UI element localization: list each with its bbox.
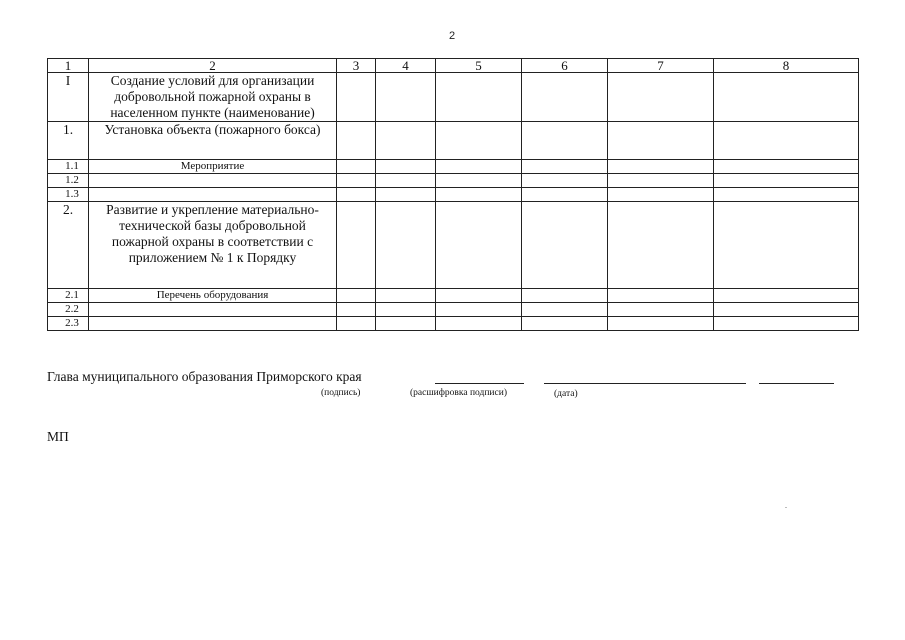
empty-cell [376,73,436,122]
empty-cell [714,202,859,289]
empty-cell [337,174,376,188]
decoding-caption: (расшифровка подписи) [410,388,507,398]
column-header: 2 [89,59,337,73]
empty-cell [436,160,522,174]
empty-cell [436,188,522,202]
scan-speck [785,507,787,508]
table-row [48,317,859,331]
empty-cell [714,174,859,188]
empty-cell [337,73,376,122]
empty-cell [436,202,522,289]
empty-cell [714,317,859,331]
empty-cell [376,122,436,160]
row-text: Перечень оборудования [89,289,337,303]
row-text: Мероприятие [89,160,337,174]
empty-cell [376,202,436,289]
column-header: 5 [436,59,522,73]
empty-cell [714,188,859,202]
decoding-line [544,383,746,384]
row-text [89,188,337,202]
column-header: 8 [714,59,859,73]
column-header: 1 [48,59,89,73]
table-row [48,289,859,303]
empty-cell [608,73,714,122]
signatory-label: Глава муниципального образования Приморского края [47,369,362,384]
empty-cell [522,73,608,122]
row-text [89,174,337,188]
empty-cell [436,289,522,303]
table-row [48,160,859,174]
empty-cell [522,202,608,289]
empty-cell [337,122,376,160]
column-header: 3 [337,59,376,73]
empty-cell [376,289,436,303]
table-row [48,303,859,317]
row-number: I [48,73,89,122]
column-header: 7 [608,59,714,73]
empty-cell [714,122,859,160]
table-row [48,174,859,188]
empty-cell [714,160,859,174]
row-text: Установка объекта (пожарного бокса) [89,122,337,160]
empty-cell [714,303,859,317]
row-number: 1. [48,122,89,160]
empty-cell [608,160,714,174]
empty-cell [608,174,714,188]
empty-cell [376,174,436,188]
empty-cell [608,303,714,317]
empty-cell [337,289,376,303]
column-header: 6 [522,59,608,73]
signature-caption: (подпись) [321,388,361,398]
empty-cell [337,317,376,331]
empty-cell [522,122,608,160]
row-number: 1.2 [48,174,89,188]
row-number: 1.3 [48,188,89,202]
empty-cell [436,73,522,122]
empty-cell [608,188,714,202]
row-number: 2.2 [48,303,89,317]
empty-cell [376,317,436,331]
empty-cell [436,303,522,317]
date-line [759,383,834,384]
empty-cell [608,122,714,160]
empty-cell [436,122,522,160]
empty-cell [522,303,608,317]
empty-cell [337,202,376,289]
row-number: 1.1 [48,160,89,174]
page-number: 2 [449,30,456,42]
empty-cell [522,289,608,303]
empty-cell [714,73,859,122]
table-row [48,202,859,289]
funding-table [47,58,859,331]
empty-cell [376,303,436,317]
empty-cell [522,174,608,188]
empty-cell [608,317,714,331]
empty-cell [714,289,859,303]
row-text [89,303,337,317]
date-caption: (дата) [554,389,578,399]
empty-cell [376,160,436,174]
table-row [48,122,859,160]
row-text [89,317,337,331]
signature-line [435,383,524,384]
row-text: Развитие и укрепление материально-технической базы добровольной пожарной охраны в соответствии с приложением № 1 к Порядку [89,202,337,289]
empty-cell [608,289,714,303]
table-row [48,188,859,202]
table-row [48,73,859,122]
empty-cell [436,174,522,188]
empty-cell [337,160,376,174]
empty-cell [337,303,376,317]
empty-cell [376,188,436,202]
row-number: 2. [48,202,89,289]
row-number: 2.1 [48,289,89,303]
empty-cell [337,188,376,202]
empty-cell [522,160,608,174]
table-header-row [48,59,859,73]
row-text: Создание условий для организации добровольной пожарной охраны в населенном пункте (наименование) [89,73,337,122]
empty-cell [522,188,608,202]
empty-cell [436,317,522,331]
empty-cell [608,202,714,289]
column-header: 4 [376,59,436,73]
row-number: 2.3 [48,317,89,331]
stamp-place-label: МП [47,429,69,444]
empty-cell [522,317,608,331]
